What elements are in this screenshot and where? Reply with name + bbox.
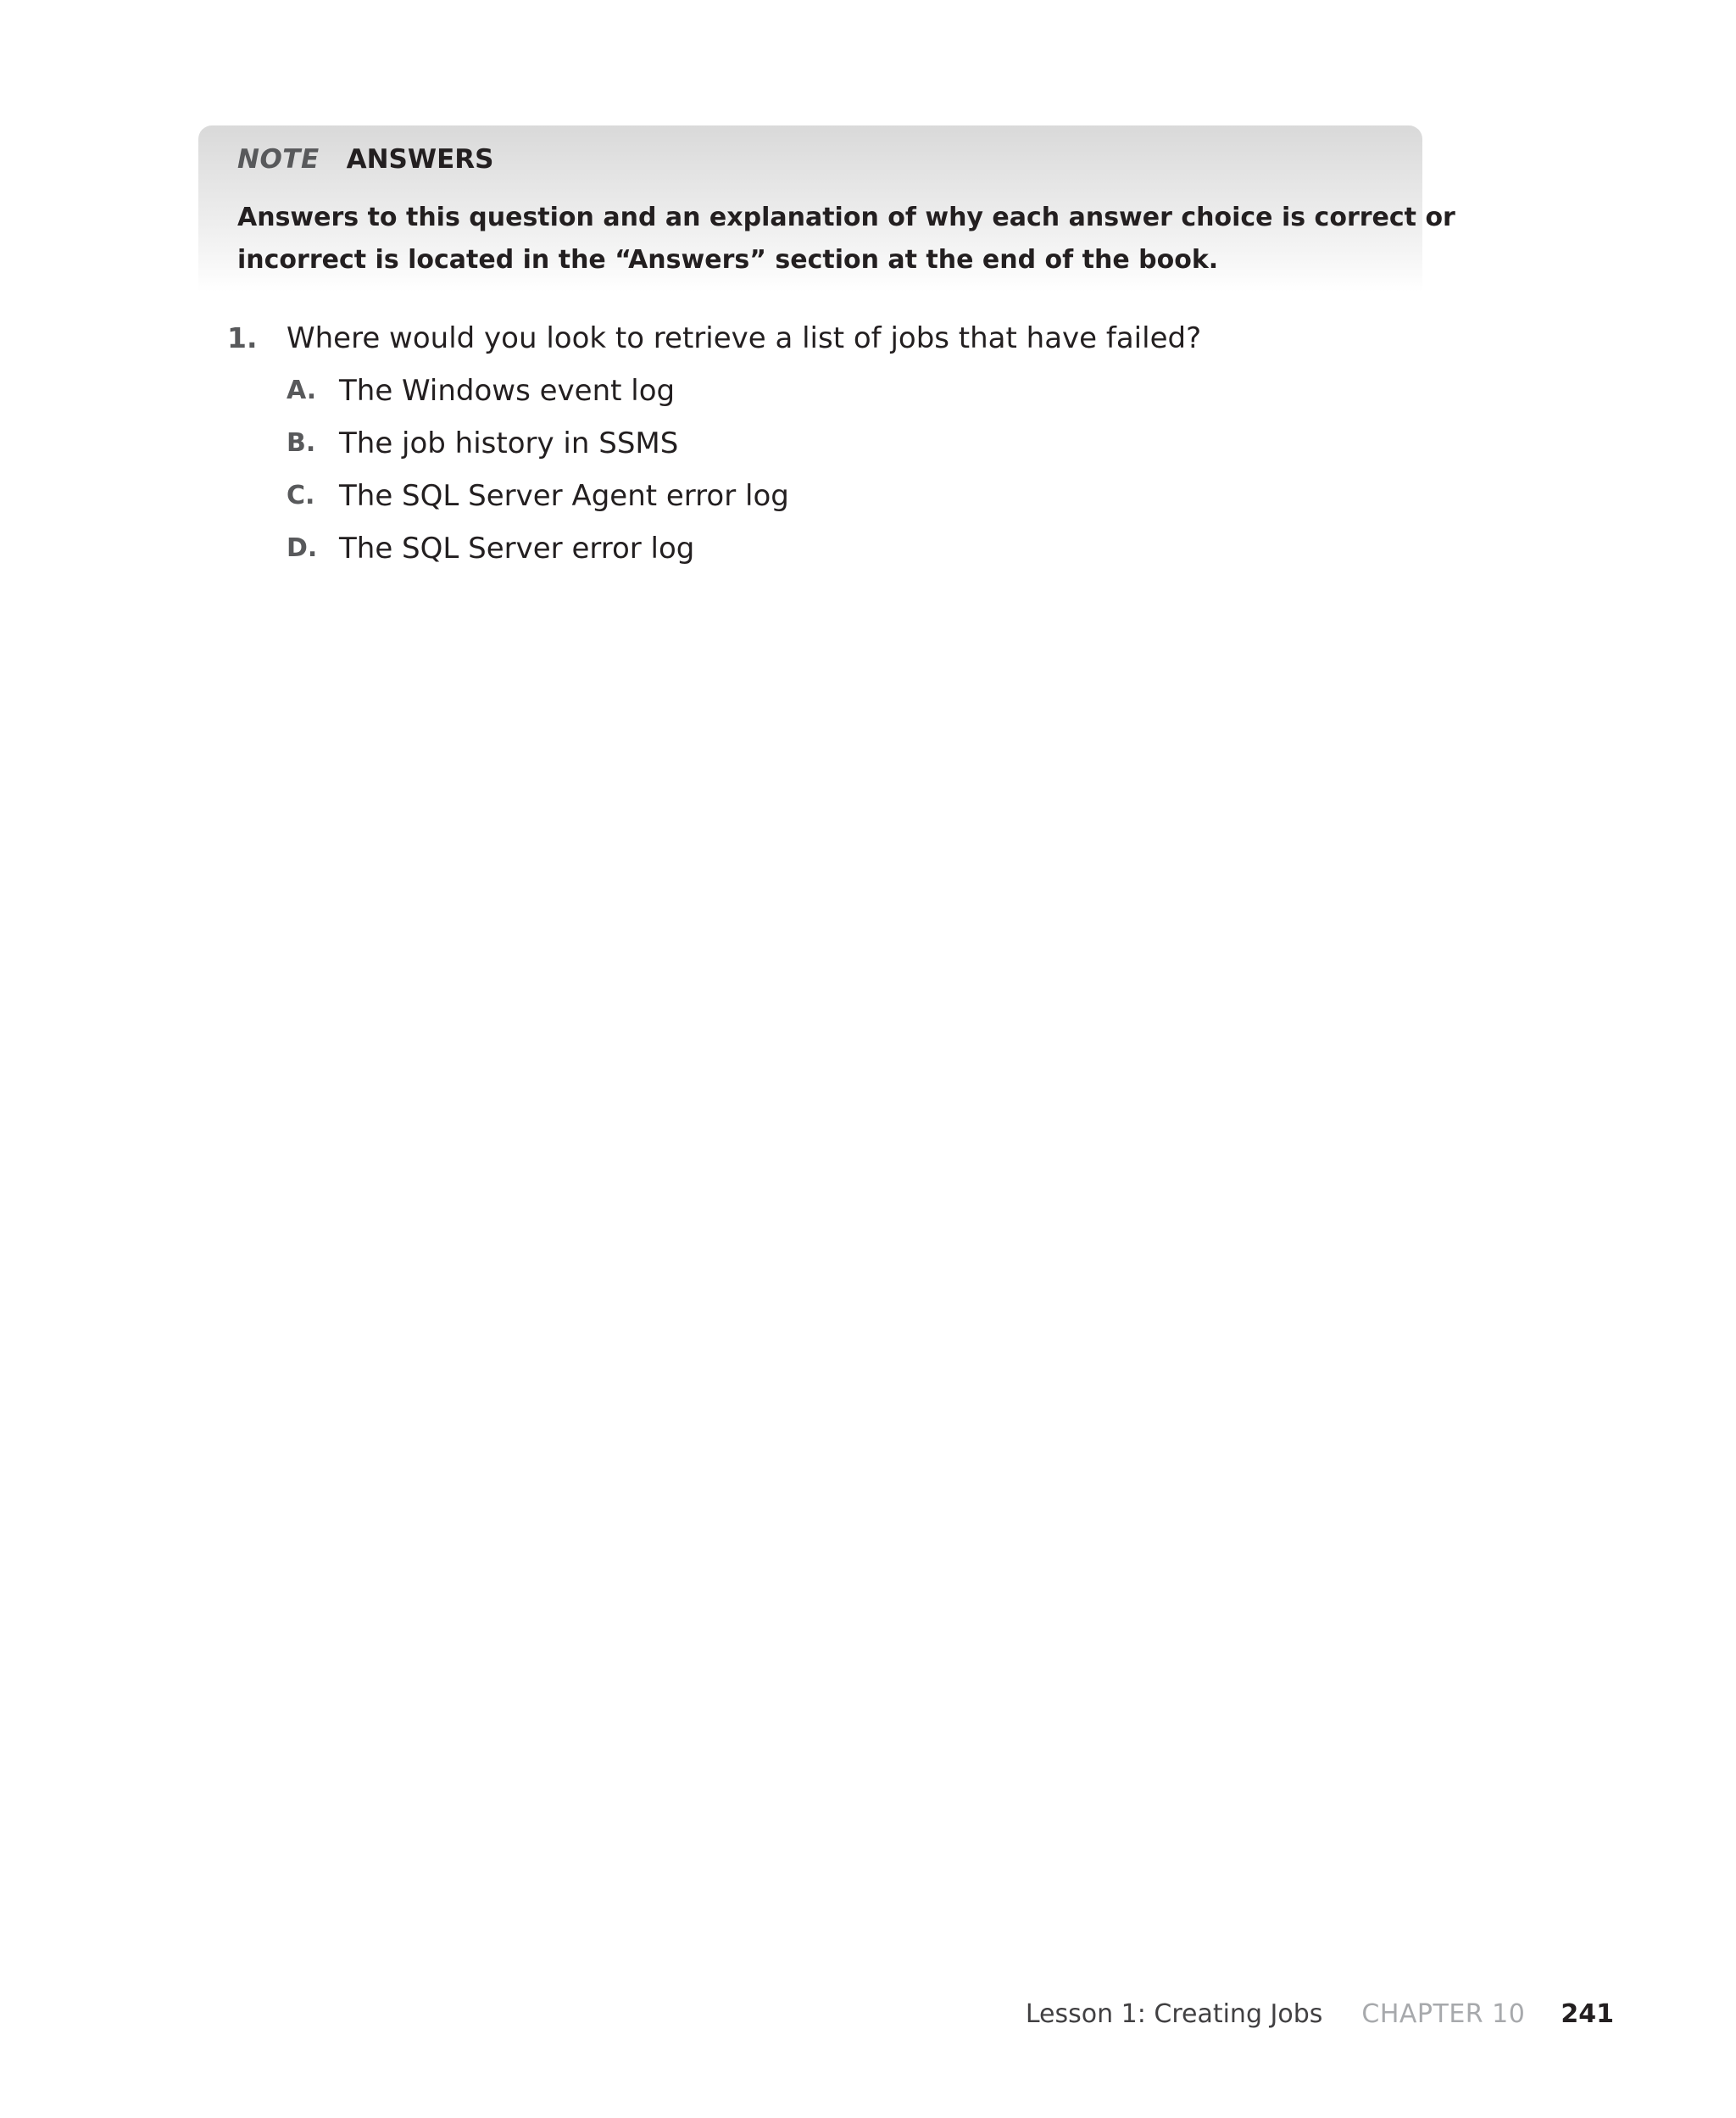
footer-lesson-title: Lesson 1: Creating Jobs — [1025, 1999, 1323, 2029]
question-text: Where would you look to retrieve a list of jobs that have failed? — [287, 321, 1202, 355]
note-body — [237, 197, 1455, 281]
note-header — [237, 144, 493, 180]
note-body-line-2: incorrect is located in the “Answers” section at the end of the book. — [237, 245, 1219, 275]
question-number: 1. — [227, 321, 258, 354]
option-text: The SQL Server Agent error log — [339, 479, 789, 513]
option-d — [287, 527, 1304, 580]
note-title: ANSWERS — [346, 144, 494, 175]
page-number: 241 — [1561, 1999, 1614, 2029]
option-letter: B. — [287, 428, 316, 458]
note-box — [198, 125, 1455, 292]
option-letter: A. — [287, 376, 317, 405]
footer-chapter: CHAPTER 10 — [1361, 1999, 1526, 2029]
option-letter: D. — [287, 533, 318, 563]
option-text: The Windows event log — [339, 374, 676, 408]
option-b — [287, 422, 1304, 475]
option-c — [287, 475, 1304, 527]
option-text: The job history in SSMS — [339, 426, 679, 460]
option-a — [287, 370, 1304, 422]
question — [227, 317, 1499, 360]
answer-options — [287, 370, 1304, 580]
note-tag: NOTE — [237, 144, 320, 175]
page-footer — [1026, 1999, 1614, 2037]
note-body-line-1: Answers to this question and an explanation of why each answer choice is correct or — [237, 203, 1455, 232]
option-text: The SQL Server error log — [339, 532, 695, 566]
option-letter: C. — [287, 481, 315, 510]
